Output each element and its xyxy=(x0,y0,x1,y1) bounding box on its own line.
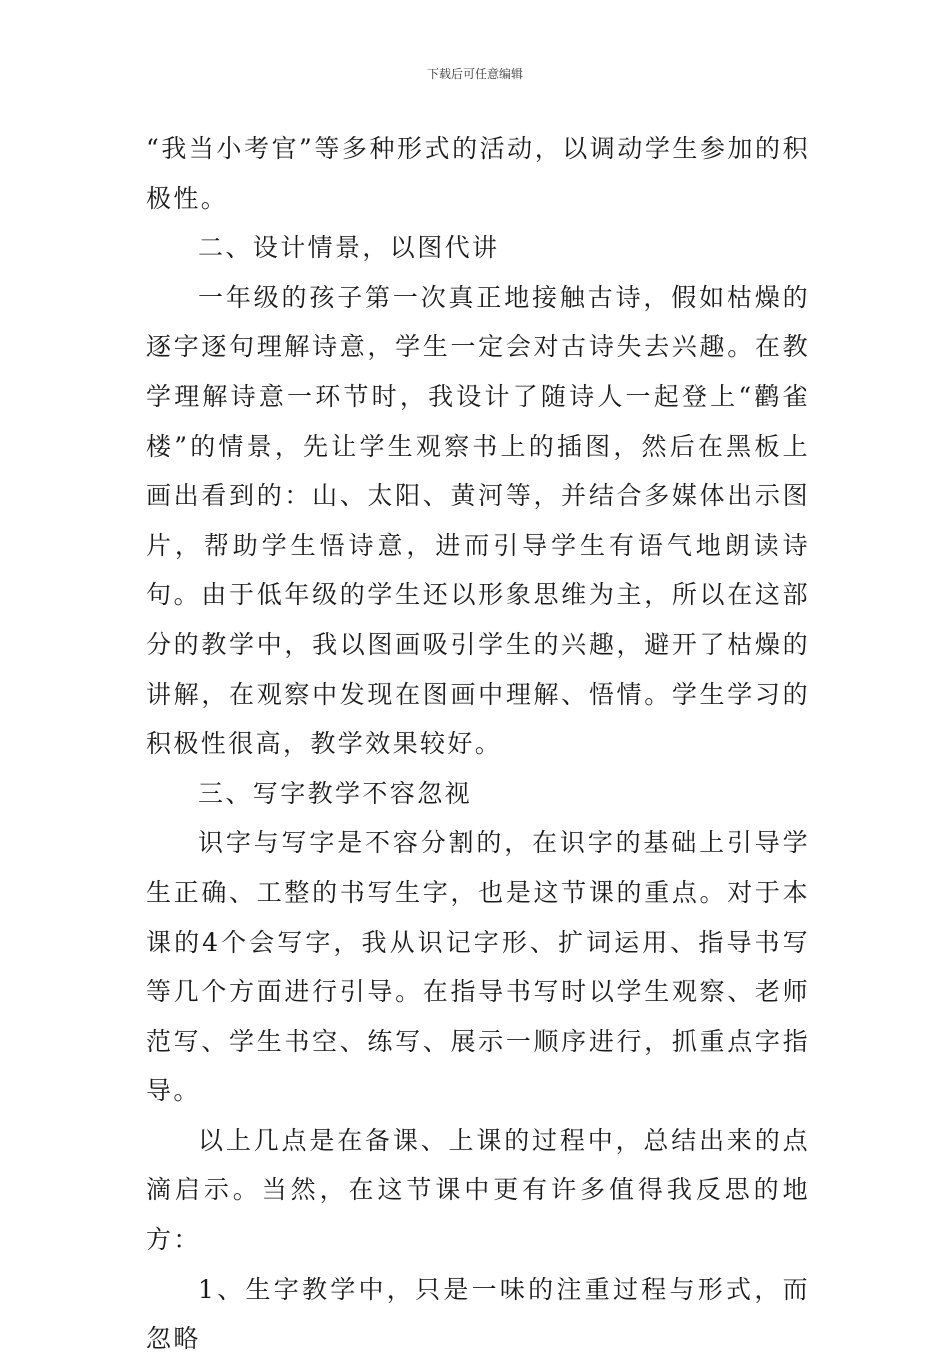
paragraph-reflection-intro: 以上几点是在备课、上课的过程中，总结出来的点滴启示。当然，在这节课中更有许多值得我反思的地方： xyxy=(146,1125,810,1255)
paragraph-activities-continued: “我当小考官”等多种形式的活动，以调动学生参加的积极性。 xyxy=(146,134,810,213)
page-header: 下载后可任意编辑 xyxy=(426,67,523,81)
section-heading-2: 二、设计情景，以图代讲 xyxy=(198,233,500,263)
paragraph-reflection-item-1: 1、生字教学中，只是一味的注重过程与形式，而忽略 xyxy=(146,1274,810,1354)
paragraph-writing-instruction: 识字与写字是不容分割的，在识字的基础上引导学生正确、工整的书写生字，也是这节课的重点。对于本课的4个会写字，我从识记字形、扩词运用、指导书写等几个方面进行引导。在指导书写时以学生观察、老师范写、学生书空、练写、展示一顺序进行，抓重点字指导。 xyxy=(146,828,810,1106)
section-heading-3: 三、写字教学不容忽视 xyxy=(198,778,473,808)
document-body xyxy=(146,124,810,1364)
paragraph-scenario-design: 一年级的孩子第一次真正地接触古诗，假如枯燥的逐字逐句理解诗意，学生一定会对古诗失去兴趣。在教学理解诗意一环节时，我设计了随诗人一起登上“鹳雀楼”的情景，先让学生观察书上的插图，然后在黑板上画出看到的：山、太阳、黄河等，并结合多媒体出示图片，帮助学生悟诗意，进而引导学生有语气地朗读诗句。由于低年级的学生还以形象思维为主，所以在这部分的教学中，我以图画吸引学生的兴趣，避开了枯燥的讲解，在观察中发现在图画中理解、悟情。学生学习的积极性很高，教学效果较好。 xyxy=(146,282,810,759)
